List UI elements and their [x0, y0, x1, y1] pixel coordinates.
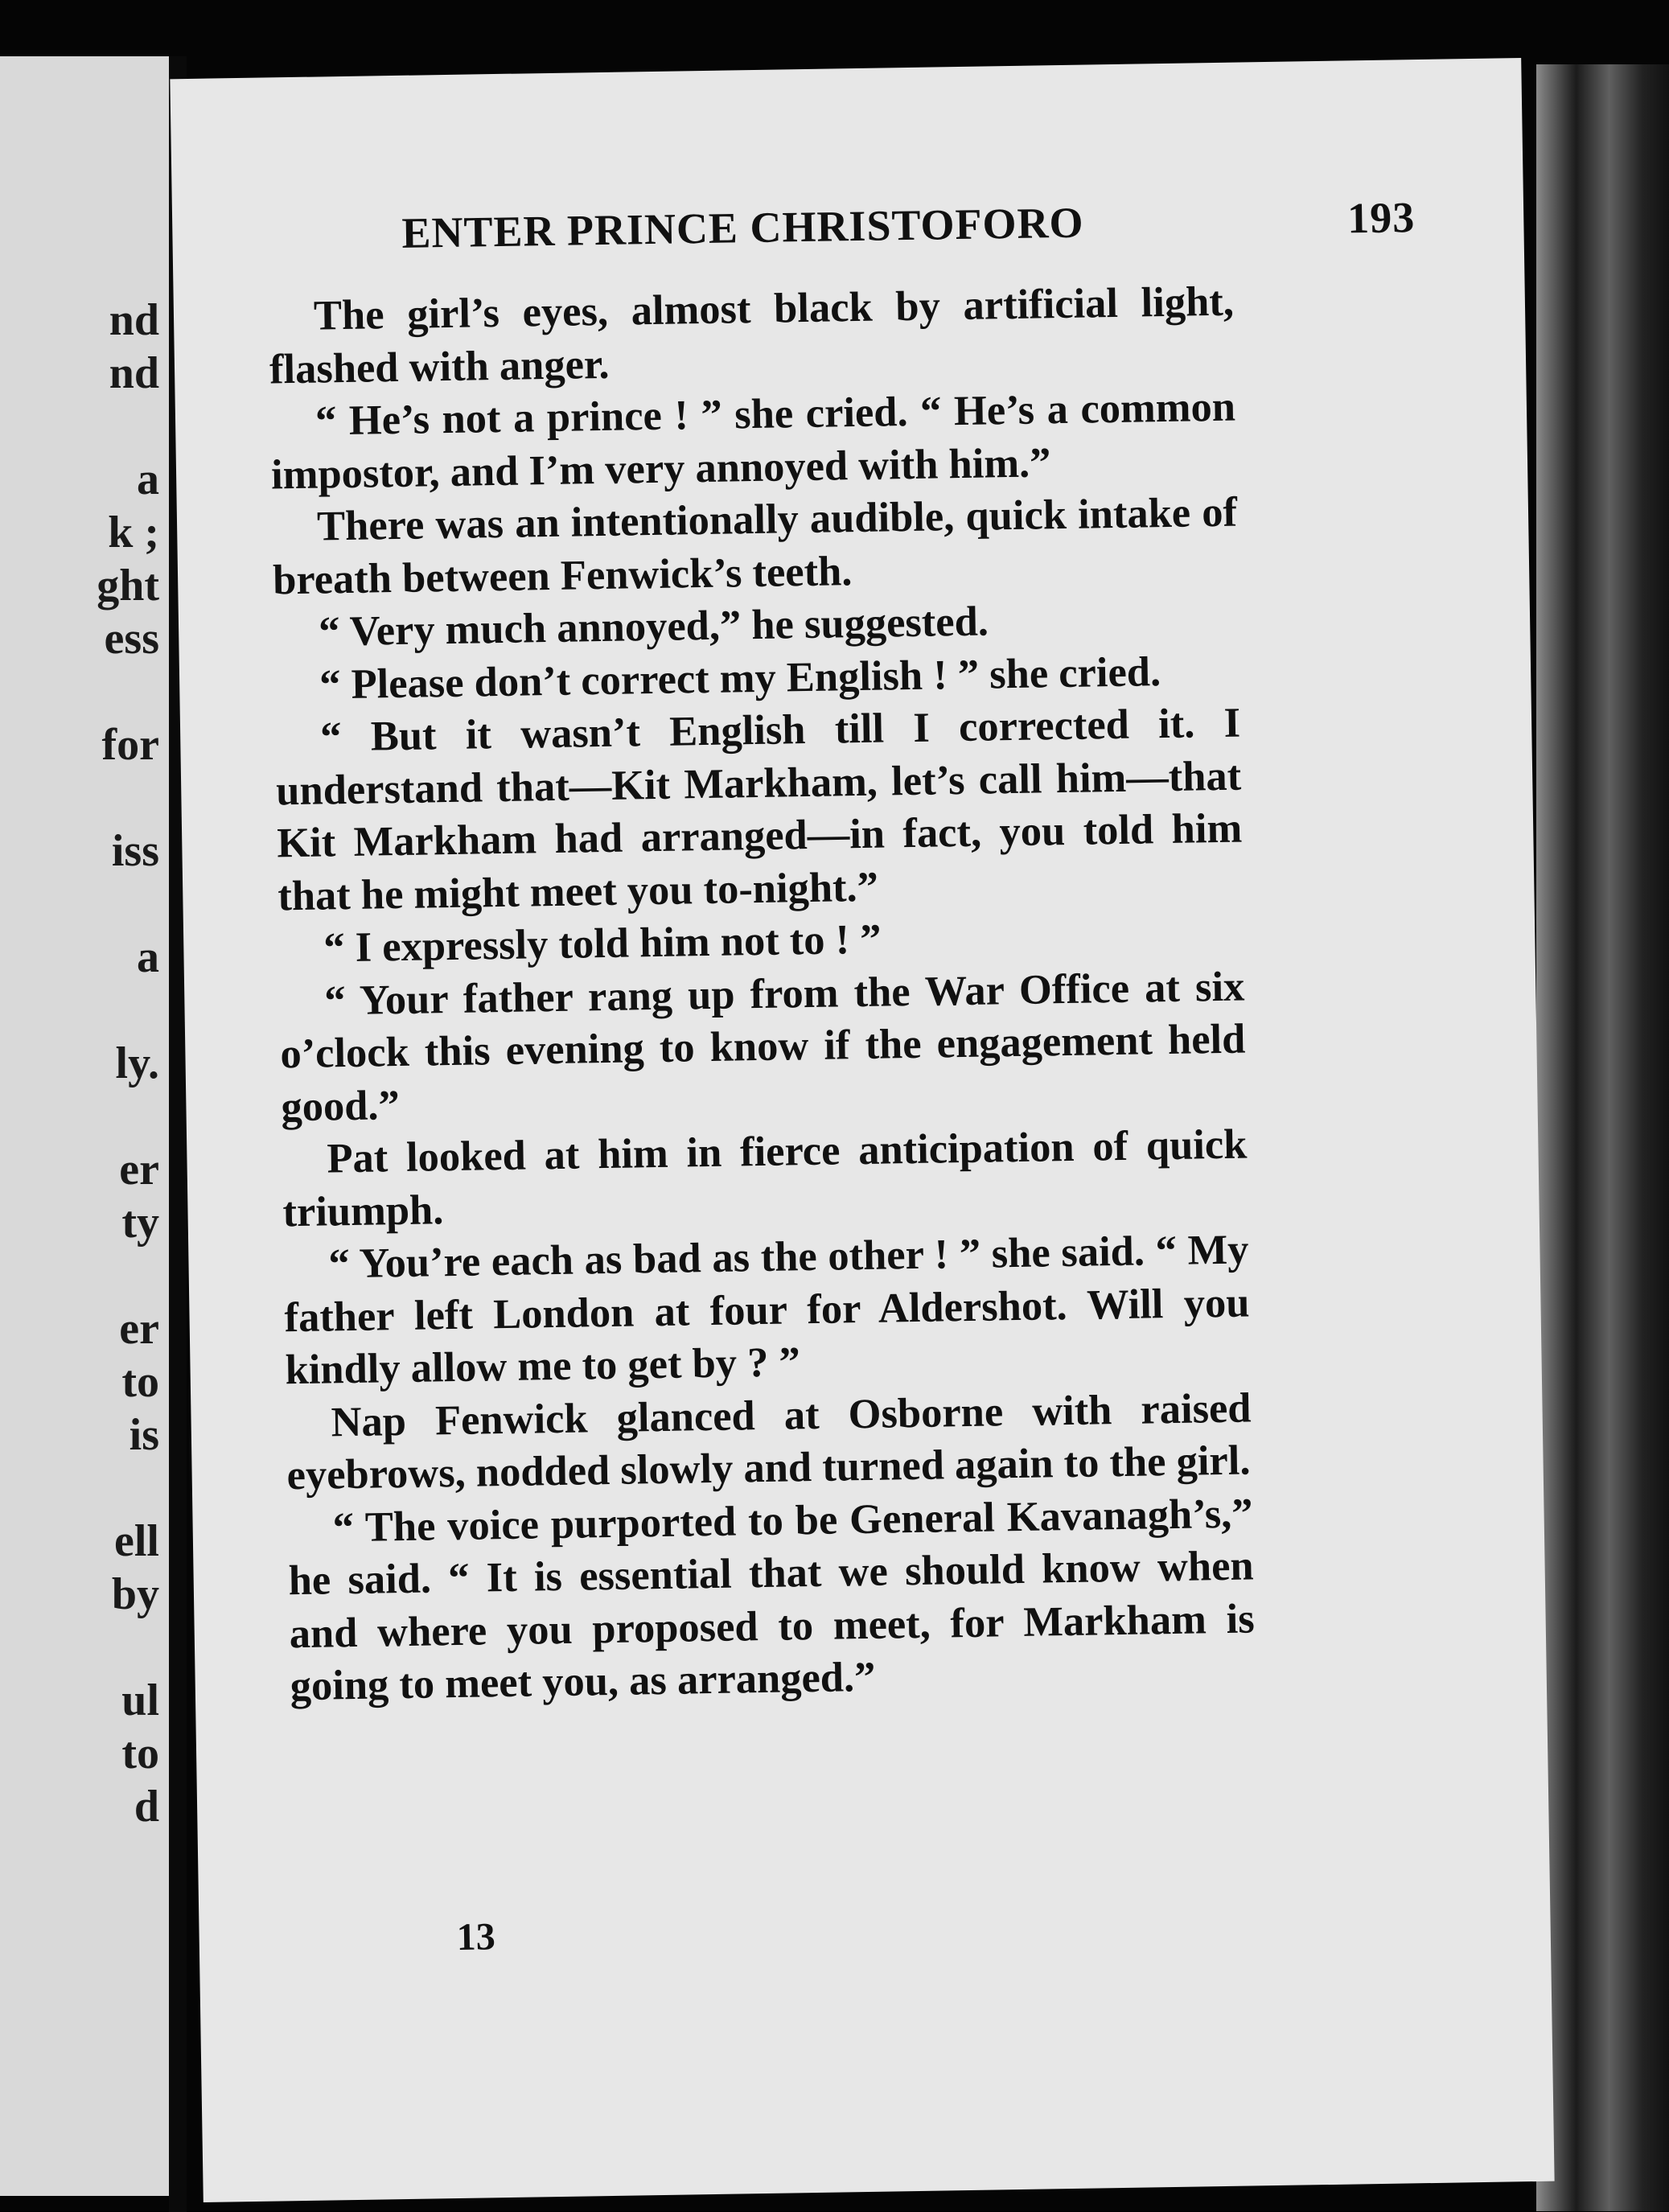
- previous-page-fragment: to: [121, 1729, 159, 1778]
- paragraph: “ The voice purported to be General Kavanagh’s,” he said. “ It is essential that we should know when and where you proposed to meet, for Markham is going to meet you, as arranged.”: [288, 1489, 1256, 1710]
- running-head: [401, 192, 1416, 257]
- paragraph: “ Very much annoyed,” he suggested.: [318, 598, 989, 656]
- paragraph: Nap Fenwick glanced at Osborne with raised eyebrows, nodded slowly and turned again to the girl.: [286, 1384, 1252, 1499]
- page-number: 193: [1346, 193, 1416, 243]
- previous-page-fragment: to: [121, 1357, 159, 1407]
- body-text: [269, 276, 1256, 1713]
- paragraph: “ But it wasn’t English till I corrected it. I understand that—Kit Markham, let’s call him—that Kit Markham had arranged—in fact, you told him that he might meet you to-night.”: [275, 699, 1243, 919]
- previous-page-fragment: d: [134, 1782, 159, 1832]
- previous-page-fragment: by: [111, 1569, 159, 1619]
- previous-page-fragment: a: [137, 932, 159, 982]
- previous-page-fragment: is: [129, 1410, 159, 1460]
- page-block-edge: [1536, 64, 1669, 2211]
- paragraph: “ Please don’t correct my English ! ” she cried.: [319, 648, 1161, 709]
- previous-page-fragment: ght: [97, 561, 159, 611]
- previous-page-fragment: k ;: [108, 508, 159, 557]
- paragraph: “ He’s not a prince ! ” she cried. “ He’s a common impostor, and I’m very annoyed with him.”: [270, 383, 1236, 498]
- previous-page-fragment: ly.: [115, 1038, 159, 1088]
- previous-page-fragment: ess: [104, 614, 159, 664]
- previous-page-fragment: iss: [111, 826, 159, 876]
- paragraph: “ Your father rang up from the War Office at six o’clock this evening to know if the engagement held good.”: [279, 963, 1246, 1130]
- paragraph: “ You’re each as bad as the other ! ” she said. “ My father left London at four for Aldershot. Will you kindly allow me to get by ? ”: [284, 1226, 1250, 1394]
- previous-page-fragment: ell: [114, 1516, 159, 1566]
- previous-page-fragment: for: [101, 720, 159, 770]
- previous-page-fragment: a: [137, 454, 159, 504]
- previous-page-edge: [0, 56, 169, 2196]
- previous-page-fragment: ul: [121, 1675, 159, 1725]
- paragraph: “ I expressly told him not to ! ”: [323, 915, 882, 972]
- paragraph: Pat looked at him in fierce anticipation of quick triumph.: [282, 1120, 1248, 1236]
- book-page: [170, 58, 1554, 2202]
- previous-page-fragment: nd: [109, 295, 159, 345]
- running-head-title: ENTER PRINCE CHRISTOFORO: [401, 198, 1084, 257]
- signature-mark: 13: [456, 1915, 496, 1959]
- paragraph: The girl’s eyes, almost black by artificial light, flashed with anger.: [269, 278, 1235, 393]
- previous-page-fragment: ty: [121, 1198, 159, 1248]
- previous-page-fragment: nd: [109, 348, 159, 398]
- previous-page-fragment: er: [119, 1304, 159, 1354]
- previous-page-fragment: er: [119, 1145, 159, 1194]
- paragraph: There was an intentionally audible, quick intake of breath between Fenwick’s teeth.: [272, 488, 1238, 603]
